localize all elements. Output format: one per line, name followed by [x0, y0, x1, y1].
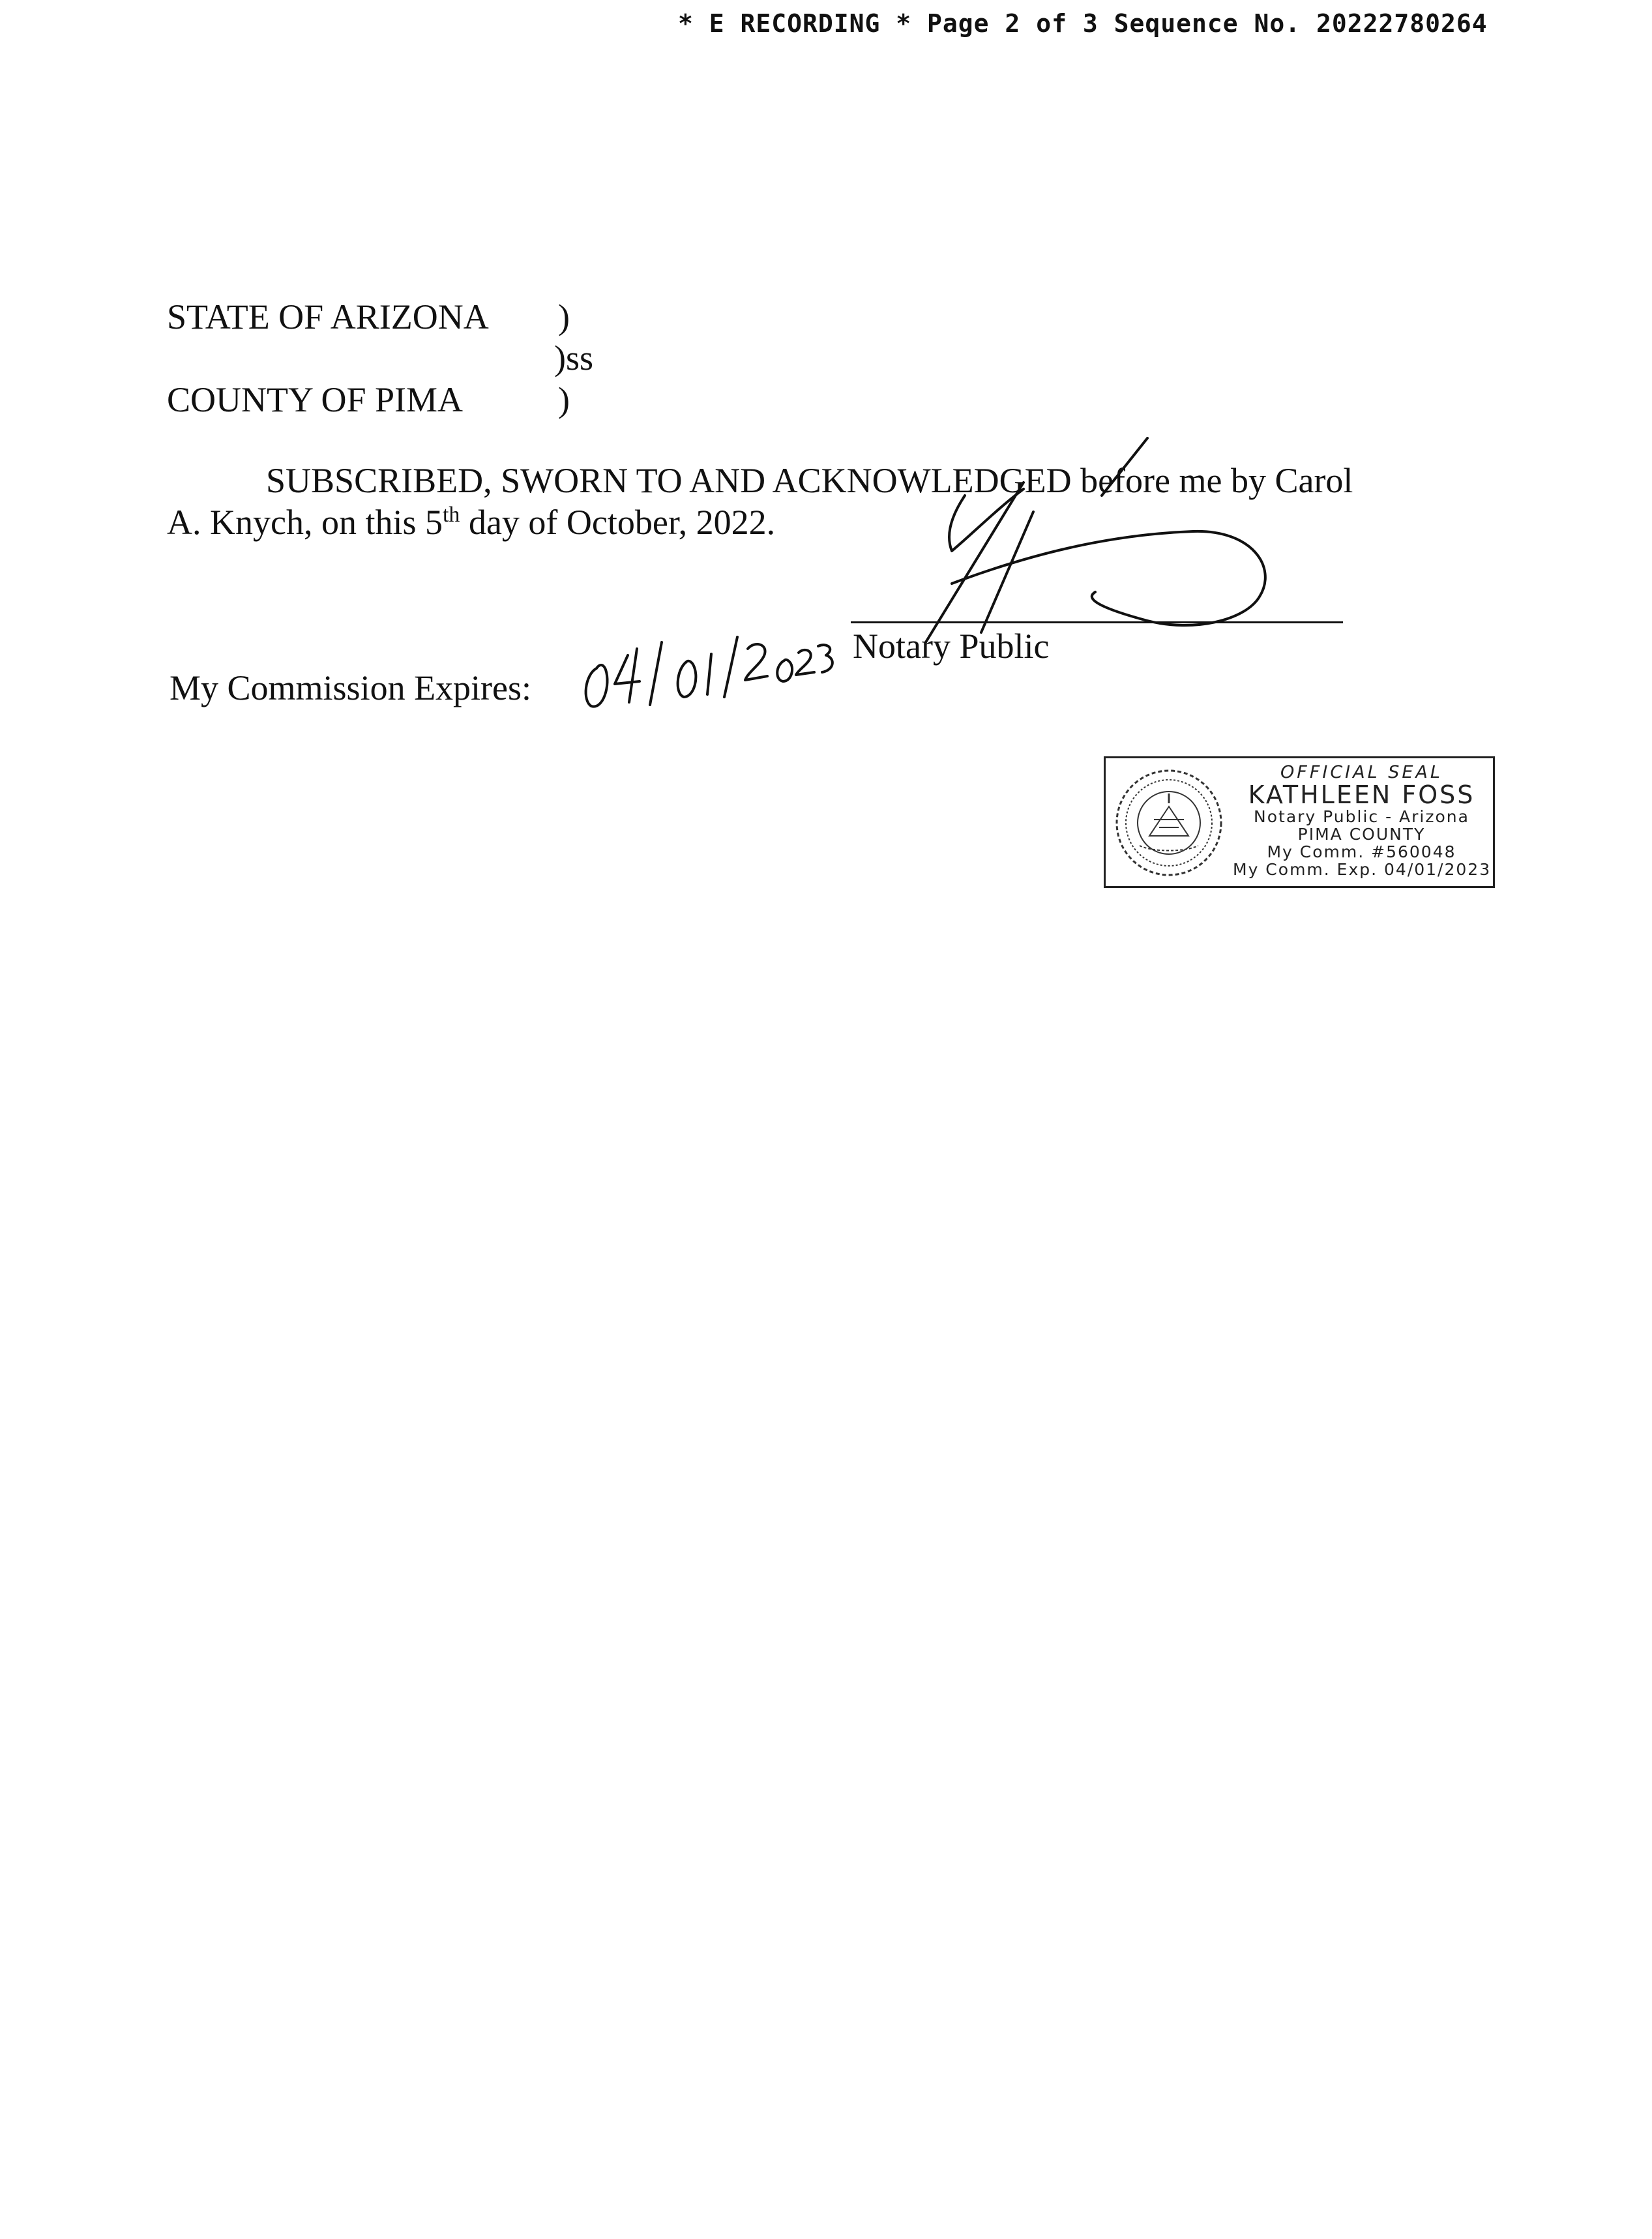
venue-county: COUNTY OF PIMA — [167, 380, 464, 419]
venue-ss: )ss — [554, 338, 594, 378]
notary-public-label: Notary Public — [853, 627, 1050, 666]
arizona-seal-emblem-icon — [1114, 767, 1224, 878]
commission-expires-label: My Commission Expires: — [170, 668, 532, 707]
official-seal-stamp — [1104, 756, 1495, 888]
acknowledgment-text-post: day of October, 2022. — [460, 503, 776, 542]
acknowledgment-line-2 — [167, 502, 775, 542]
recording-header: * E RECORDING * Page 2 of 3 Sequence No. 20222780264 — [678, 9, 1488, 38]
venue-paren-close: ) — [558, 380, 570, 419]
seal-line-1: Notary Public - Arizona — [1254, 807, 1469, 826]
acknowledgment-line-1: SUBSCRIBED, SWORN TO AND ACKNOWLEDGED before me by Carol — [266, 461, 1353, 500]
seal-text-block — [1233, 762, 1490, 878]
seal-line-3: My Comm. #560048 — [1267, 842, 1456, 861]
ordinal-suffix: th — [442, 503, 460, 527]
venue-state: STATE OF ARIZONA — [167, 297, 489, 336]
notary-signature — [887, 437, 1291, 645]
acknowledgment-text-pre: A. Knych, on this 5 — [167, 503, 443, 542]
venue-paren-open: ) — [558, 297, 570, 336]
seal-line-2: PIMA COUNTY — [1297, 825, 1426, 844]
handwritten-commission-date — [577, 629, 838, 720]
seal-title: OFFICIAL SEAL — [1280, 762, 1443, 782]
seal-notary-name: KATHLEEN FOSS — [1248, 780, 1475, 809]
seal-line-4: My Comm. Exp. 04/01/2023 — [1233, 860, 1492, 879]
